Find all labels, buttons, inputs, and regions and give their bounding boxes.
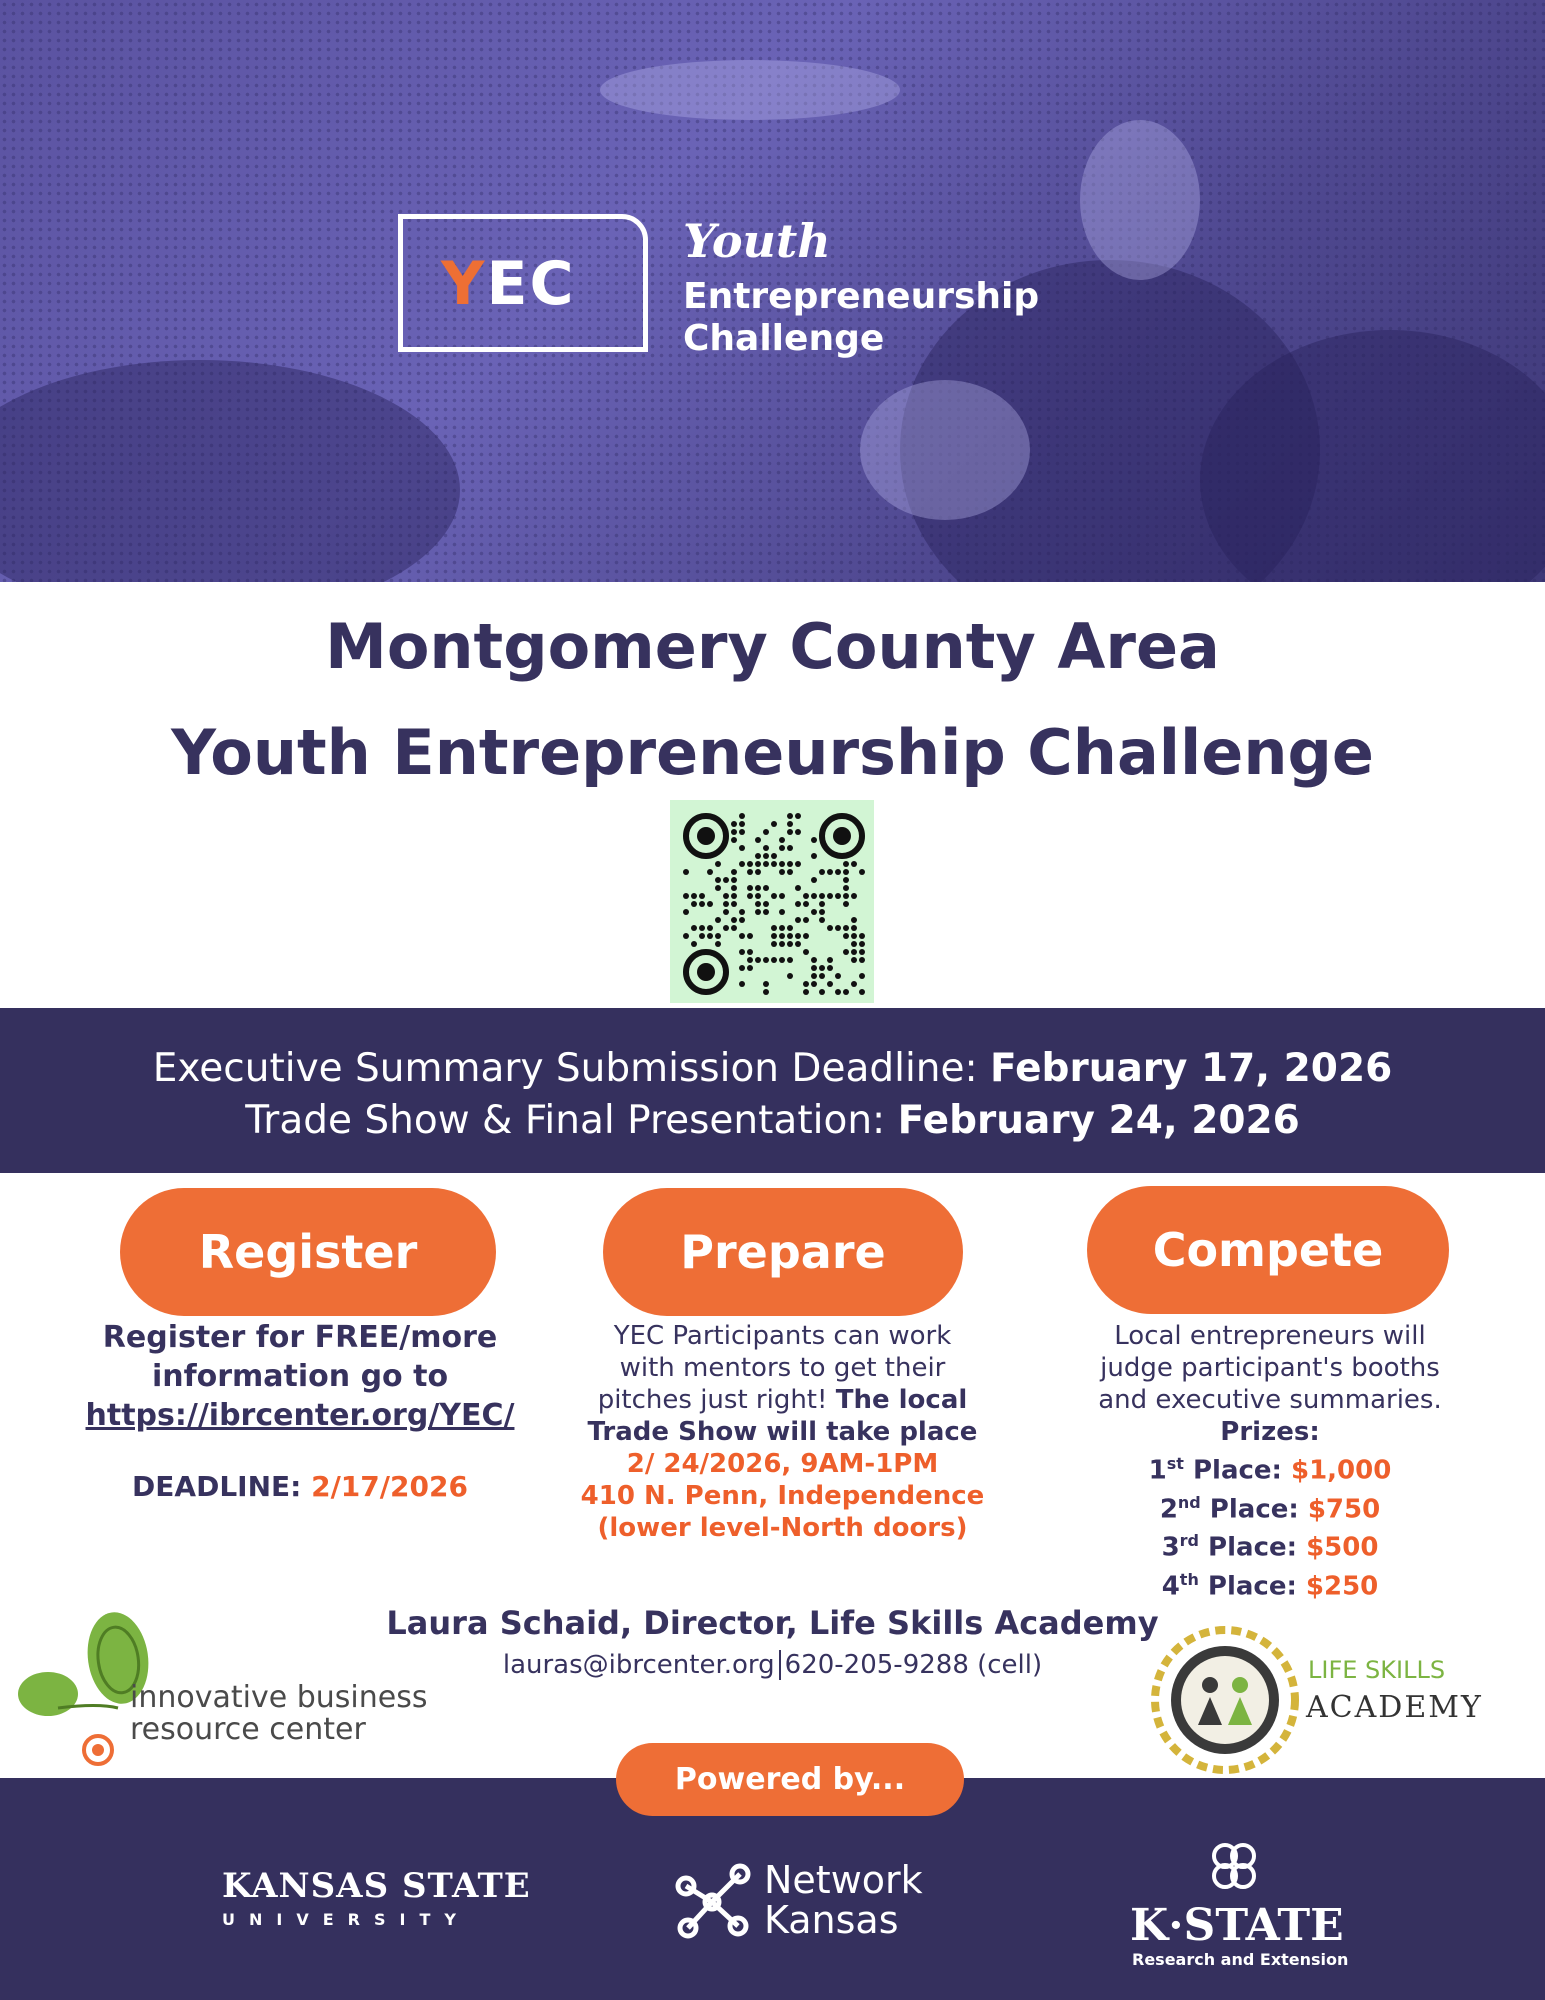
qr-code-graphic — [670, 800, 874, 1003]
qr-module — [843, 989, 849, 995]
contact-phone: 620-205-9288 (cell) — [784, 1650, 1043, 1680]
qr-module — [787, 933, 793, 939]
network-kansas-icon — [672, 1860, 757, 1942]
qr-module — [707, 925, 713, 931]
qr-module — [715, 917, 721, 923]
qr-module — [739, 965, 745, 971]
prize-row — [1050, 1564, 1490, 1603]
qr-module — [827, 893, 833, 899]
qr-module — [723, 901, 729, 907]
qr-module — [723, 893, 729, 899]
tradeshow-label: Trade Show & Final Presentation: — [245, 1098, 898, 1143]
qr-module — [763, 853, 769, 859]
ksu-logo-subtext: UNIVERSITY — [222, 1910, 470, 1929]
qr-module — [715, 861, 721, 867]
qr-module — [859, 941, 865, 947]
qr-module — [747, 861, 753, 867]
qr-module — [795, 941, 801, 947]
qr-module — [811, 877, 817, 883]
qr-module — [803, 949, 809, 955]
ksu-logo-text: KANSAS STATE — [222, 1866, 531, 1906]
qr-module — [723, 909, 729, 915]
qr-module — [851, 917, 857, 923]
qr-module — [827, 981, 833, 987]
qr-module — [691, 893, 697, 899]
prize-row — [1050, 1487, 1490, 1526]
qr-module — [803, 901, 809, 907]
qr-module — [811, 837, 817, 843]
qr-module — [819, 909, 825, 915]
prize-amount: $1,000 — [1290, 1455, 1392, 1486]
register-text-2: information go to — [151, 1359, 449, 1394]
qr-module — [723, 877, 729, 883]
prepare-button[interactable]: Prepare — [603, 1188, 963, 1316]
prize-rank: 2 — [1159, 1494, 1178, 1525]
summary-label: Executive Summary Submission Deadline: — [152, 1046, 991, 1091]
qr-module — [827, 957, 833, 963]
qr-module — [715, 877, 721, 883]
four-h-clover-icon — [1205, 1838, 1263, 1896]
qr-module — [691, 901, 697, 907]
prize-amount: $750 — [1307, 1494, 1381, 1525]
qr-module — [851, 861, 857, 867]
qr-module — [771, 941, 777, 947]
dates-band — [0, 1008, 1545, 1173]
page-title-line1: Montgomery County Area — [325, 610, 1220, 683]
page-title-line2: Youth Entrepreneurship Challenge — [171, 716, 1374, 789]
crowd-shape — [860, 380, 1030, 520]
qr-module — [787, 845, 793, 851]
deadline-value: 2/17/2026 — [311, 1470, 468, 1503]
qr-module — [699, 901, 705, 907]
qr-module — [819, 893, 825, 899]
prepare-text-3a: pitches just right! — [597, 1385, 836, 1415]
qr-module — [779, 941, 785, 947]
qr-module — [755, 869, 761, 875]
qr-module — [731, 893, 737, 899]
qr-module — [739, 829, 745, 835]
prize-rank-suffix: nd — [1177, 1492, 1201, 1512]
qr-module — [731, 925, 737, 931]
qr-module — [763, 957, 769, 963]
qr-module — [691, 925, 697, 931]
qr-module — [851, 933, 857, 939]
qr-module — [755, 893, 761, 899]
qr-module — [803, 933, 809, 939]
qr-module — [787, 957, 793, 963]
qr-module — [731, 917, 737, 923]
qr-module — [811, 909, 817, 915]
qr-module — [747, 893, 753, 899]
qr-module — [779, 845, 785, 851]
qr-module — [747, 933, 753, 939]
qr-module — [747, 885, 753, 891]
qr-module — [787, 869, 793, 875]
qr-code[interactable] — [670, 800, 874, 1003]
register-column — [60, 1318, 540, 1506]
qr-module — [827, 869, 833, 875]
compete-text-2: judge participant's booths — [1100, 1353, 1440, 1383]
qr-module — [739, 813, 745, 819]
qr-module — [747, 949, 753, 955]
compete-text-3: and executive summaries. — [1098, 1385, 1442, 1415]
compete-button[interactable]: Compete — [1087, 1186, 1449, 1314]
qr-module — [859, 957, 865, 963]
yec-logo-text: YEC — [441, 249, 576, 319]
register-link[interactable]: https://ibrcenter.org/YEC/ — [85, 1398, 515, 1433]
qr-module — [755, 957, 761, 963]
prize-list — [1050, 1448, 1490, 1603]
qr-module — [803, 981, 809, 987]
qr-module — [731, 901, 737, 907]
qr-module — [683, 933, 689, 939]
logo-word-1: Entrepreneurship — [683, 276, 1040, 317]
qr-module — [739, 949, 745, 955]
qr-module — [739, 845, 745, 851]
qr-module — [755, 909, 761, 915]
qr-module — [859, 989, 865, 995]
qr-module — [851, 893, 857, 899]
qr-module — [819, 901, 825, 907]
qr-module — [811, 965, 817, 971]
powered-by-badge: Powered by... — [616, 1743, 964, 1816]
qr-module — [819, 965, 825, 971]
qr-module — [779, 925, 785, 931]
prepare-text-2: with mentors to get their — [619, 1353, 946, 1383]
qr-module — [763, 909, 769, 915]
qr-module — [771, 925, 777, 931]
contact-email[interactable]: lauras@ibrcenter.org — [502, 1650, 775, 1680]
qr-module — [739, 981, 745, 987]
prepare-text-1: YEC Participants can work — [613, 1321, 952, 1351]
ibrc-text-2: resource center — [130, 1712, 366, 1747]
crowd-shape — [600, 60, 900, 120]
qr-module — [819, 917, 825, 923]
qr-module — [747, 957, 753, 963]
qr-module — [771, 853, 777, 859]
prize-row — [1050, 1448, 1490, 1487]
life-skills-academy-emblem-icon — [1150, 1625, 1300, 1775]
prize-row — [1050, 1525, 1490, 1564]
qr-module — [795, 885, 801, 891]
prize-rank-suffix: th — [1179, 1569, 1199, 1589]
qr-module — [811, 981, 817, 987]
deadline-label: DEADLINE: — [132, 1470, 312, 1503]
qr-module — [811, 853, 817, 859]
qr-module — [787, 821, 793, 827]
qr-module — [819, 989, 825, 995]
qr-module — [755, 861, 761, 867]
prepare-column — [560, 1320, 1005, 1544]
qr-module — [803, 989, 809, 995]
prize-amount: $500 — [1306, 1532, 1379, 1563]
qr-module — [787, 925, 793, 931]
qr-module — [771, 861, 777, 867]
qr-module — [755, 837, 761, 843]
prizes-label: Prizes: — [1220, 1417, 1320, 1447]
qr-module — [795, 829, 801, 835]
qr-module — [851, 981, 857, 987]
qr-finder-center — [833, 827, 851, 845]
qr-module — [787, 861, 793, 867]
qr-module — [763, 829, 769, 835]
qr-module — [835, 893, 841, 899]
qr-module — [747, 869, 753, 875]
qr-module — [851, 957, 857, 963]
qr-finder-center — [697, 963, 715, 981]
register-deadline — [60, 1467, 540, 1506]
divider — [779, 1650, 781, 1680]
lsa-text-2: ACADEMY — [1306, 1690, 1483, 1725]
qr-module — [803, 917, 809, 923]
qr-module — [803, 893, 809, 899]
qr-module — [731, 885, 737, 891]
qr-module — [779, 909, 785, 915]
qr-module — [779, 957, 785, 963]
qr-module — [787, 941, 793, 947]
qr-module — [731, 821, 737, 827]
lsa-text-1: LIFE SKILLS — [1308, 1656, 1446, 1684]
qr-module — [835, 869, 841, 875]
qr-module — [723, 925, 729, 931]
qr-module — [731, 869, 737, 875]
qr-module — [835, 973, 841, 979]
qr-module — [795, 861, 801, 867]
qr-module — [731, 829, 737, 835]
prize-label: Place: — [1183, 1455, 1291, 1486]
network-kansas-text-2: Kansas — [764, 1898, 899, 1942]
prize-label: Place: — [1199, 1532, 1307, 1563]
prize-rank: 4 — [1161, 1571, 1180, 1602]
qr-module — [755, 885, 761, 891]
prize-rank-suffix: rd — [1179, 1531, 1199, 1551]
prepare-date: 2/ 24/2026, 9AM-1PM — [626, 1449, 939, 1479]
kstate-logo-subtext: Research and Extension — [1132, 1950, 1349, 1969]
qr-module — [739, 933, 745, 939]
qr-module — [755, 901, 761, 907]
qr-module — [859, 869, 865, 875]
qr-module — [859, 933, 865, 939]
qr-module — [739, 821, 745, 827]
crowd-shape — [1080, 120, 1200, 280]
qr-module — [787, 973, 793, 979]
qr-module — [787, 813, 793, 819]
qr-module — [787, 829, 793, 835]
qr-module — [859, 973, 865, 979]
prepare-text-3b: The local — [835, 1385, 968, 1415]
qr-finder-center — [697, 827, 715, 845]
register-button[interactable]: Register — [120, 1188, 496, 1316]
register-text-1: Register for FREE/more — [102, 1320, 498, 1355]
qr-module — [819, 973, 825, 979]
qr-module — [795, 813, 801, 819]
prize-amount: $250 — [1305, 1571, 1379, 1602]
tradeshow-date-line — [0, 1098, 1545, 1143]
qr-module — [715, 941, 721, 947]
qr-module — [715, 933, 721, 939]
qr-module — [843, 893, 849, 899]
contact-name: Laura Schaid, Director, Life Skills Academy — [386, 1604, 1159, 1642]
qr-module — [763, 989, 769, 995]
qr-module — [795, 917, 801, 923]
qr-module — [827, 925, 833, 931]
qr-module — [683, 909, 689, 915]
qr-module — [843, 885, 849, 891]
yec-logo-box — [398, 214, 648, 352]
logo-script: Youth — [683, 214, 831, 268]
qr-module — [795, 933, 801, 939]
qr-module — [851, 925, 857, 931]
compete-column — [1050, 1320, 1490, 1603]
qr-module — [739, 917, 745, 923]
qr-module — [683, 893, 689, 899]
qr-module — [683, 869, 689, 875]
hero-banner — [0, 0, 1545, 582]
qr-module — [835, 989, 841, 995]
qr-module — [859, 949, 865, 955]
summary-date: February 17, 2026 — [990, 1046, 1393, 1091]
qr-module — [795, 901, 801, 907]
qr-module — [771, 933, 777, 939]
qr-module — [771, 957, 777, 963]
kstate-logo-text: K·STATE — [1130, 1900, 1344, 1951]
qr-module — [779, 861, 785, 867]
prize-rank: 3 — [1161, 1532, 1180, 1563]
prepare-text-4: Trade Show will take place — [587, 1417, 978, 1447]
qr-module — [763, 901, 769, 907]
qr-module — [843, 861, 849, 867]
prize-rank: 1 — [1148, 1455, 1167, 1486]
qr-module — [739, 861, 745, 867]
summary-deadline — [0, 1046, 1545, 1091]
qr-module — [715, 885, 721, 891]
prize-label: Place: — [1198, 1571, 1306, 1602]
prize-label: Place: — [1200, 1494, 1308, 1525]
ibrc-text-1: innovative business — [130, 1680, 428, 1715]
qr-module — [779, 869, 785, 875]
qr-module — [739, 909, 745, 915]
qr-module — [731, 837, 737, 843]
qr-module — [835, 925, 841, 931]
qr-module — [843, 901, 849, 907]
qr-module — [779, 837, 785, 843]
qr-module — [851, 949, 857, 955]
qr-module — [747, 965, 753, 971]
compete-text-1: Local entrepreneurs will — [1114, 1321, 1426, 1351]
qr-module — [843, 877, 849, 883]
qr-module — [843, 869, 849, 875]
qr-module — [763, 885, 769, 891]
prepare-address: 410 N. Penn, Independence — [580, 1481, 985, 1511]
qr-module — [691, 941, 697, 947]
qr-module — [731, 877, 737, 883]
qr-module — [771, 893, 777, 899]
qr-module — [843, 949, 849, 955]
qr-module — [763, 861, 769, 867]
qr-module — [811, 893, 817, 899]
logo-word-2: Challenge — [683, 318, 885, 359]
qr-module — [811, 973, 817, 979]
qr-module — [771, 821, 777, 827]
qr-module — [755, 853, 761, 859]
qr-module — [707, 933, 713, 939]
qr-module — [843, 933, 849, 939]
qr-module — [779, 893, 785, 899]
qr-module — [811, 957, 817, 963]
qr-module — [763, 845, 769, 851]
qr-module — [819, 869, 825, 875]
qr-module — [827, 965, 833, 971]
prepare-text-3 — [560, 1384, 1005, 1416]
prepare-entrance: (lower level-North doors) — [597, 1513, 968, 1543]
tradeshow-date: February 24, 2026 — [897, 1098, 1300, 1143]
qr-module — [779, 933, 785, 939]
qr-module — [843, 925, 849, 931]
qr-module — [763, 981, 769, 987]
qr-module — [699, 893, 705, 899]
qr-module — [707, 901, 713, 907]
qr-module — [707, 869, 713, 875]
qr-module — [851, 941, 857, 947]
prize-rank-suffix: st — [1166, 1454, 1184, 1473]
network-kansas-text-1: Network — [764, 1858, 923, 1902]
qr-module — [699, 933, 705, 939]
qr-module — [699, 925, 705, 931]
